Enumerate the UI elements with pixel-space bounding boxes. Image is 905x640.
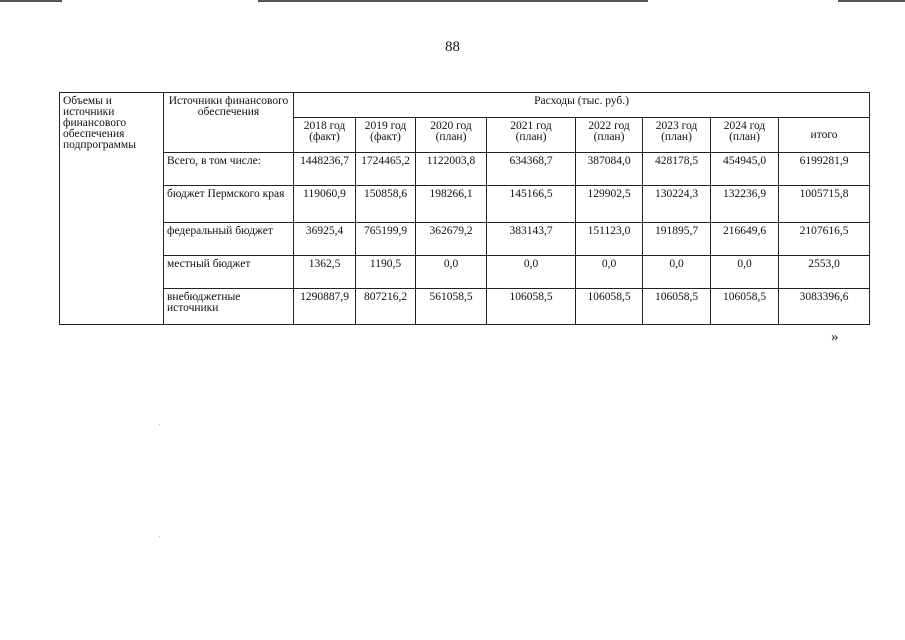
- value-cell: 765199,9: [356, 223, 416, 256]
- year-header: 2023 год (план): [643, 118, 711, 153]
- value-cell: 36925,4: [294, 223, 356, 256]
- total-cell: 2553,0: [779, 256, 870, 289]
- value-cell: 1290887,9: [294, 289, 356, 325]
- value-cell: 191895,7: [643, 223, 711, 256]
- closing-quote: »: [831, 329, 839, 345]
- value-cell: 1122003,8: [416, 153, 487, 186]
- value-cell: 0,0: [487, 256, 576, 289]
- total-cell: 1005715,8: [779, 186, 870, 223]
- scan-speck: [159, 424, 160, 425]
- value-cell: 151123,0: [576, 223, 643, 256]
- header-row-top: [60, 93, 870, 118]
- table-row: [60, 256, 870, 289]
- source-label: местный бюджет: [164, 256, 294, 289]
- source-label: внебюджетные источники: [164, 289, 294, 325]
- value-cell: 106058,5: [711, 289, 779, 325]
- value-cell: 1362,5: [294, 256, 356, 289]
- year-header: 2018 год (факт): [294, 118, 356, 153]
- value-cell: 198266,1: [416, 186, 487, 223]
- scan-speck: [159, 536, 160, 537]
- total-cell: 2107616,5: [779, 223, 870, 256]
- value-cell: 1448236,7: [294, 153, 356, 186]
- value-cell: 150858,6: [356, 186, 416, 223]
- source-label: федеральный бюджет: [164, 223, 294, 256]
- value-cell: 0,0: [416, 256, 487, 289]
- table-row: [60, 153, 870, 186]
- total-header: итого: [779, 118, 870, 153]
- financing-table: [59, 92, 870, 325]
- expenses-header: Расходы (тыс. руб.): [294, 93, 870, 118]
- value-cell: 1190,5: [356, 256, 416, 289]
- value-cell: 130224,3: [643, 186, 711, 223]
- value-cell: 362679,2: [416, 223, 487, 256]
- year-header: 2020 год (план): [416, 118, 487, 153]
- value-cell: 129902,5: [576, 186, 643, 223]
- value-cell: 106058,5: [487, 289, 576, 325]
- year-header: 2021 год (план): [487, 118, 576, 153]
- value-cell: 0,0: [711, 256, 779, 289]
- value-cell: 216649,6: [711, 223, 779, 256]
- sources-header: Источники финансового обеспечения: [164, 93, 294, 153]
- value-cell: 0,0: [643, 256, 711, 289]
- value-cell: 106058,5: [643, 289, 711, 325]
- value-cell: 383143,7: [487, 223, 576, 256]
- source-label: Всего, в том числе:: [164, 153, 294, 186]
- value-cell: 428178,5: [643, 153, 711, 186]
- scan-edge-line-left: [0, 0, 62, 2]
- table-row: [60, 289, 870, 325]
- value-cell: 561058,5: [416, 289, 487, 325]
- year-header: 2022 год (план): [576, 118, 643, 153]
- value-cell: 132236,9: [711, 186, 779, 223]
- value-cell: 1724465,2: [356, 153, 416, 186]
- table-row: [60, 223, 870, 256]
- value-cell: 106058,5: [576, 289, 643, 325]
- year-header: 2024 год (план): [711, 118, 779, 153]
- value-cell: 454945,0: [711, 153, 779, 186]
- total-cell: 6199281,9: [779, 153, 870, 186]
- value-cell: 387084,0: [576, 153, 643, 186]
- total-cell: 3083396,6: [779, 289, 870, 325]
- scan-edge-line-center: [258, 0, 648, 2]
- year-header: 2019 год (факт): [356, 118, 416, 153]
- page-number: 88: [445, 39, 460, 55]
- value-cell: 119060,9: [294, 186, 356, 223]
- first-column-header: Объемы и источники финансового обеспечения подпрограммы: [60, 93, 164, 325]
- value-cell: 807216,2: [356, 289, 416, 325]
- value-cell: 145166,5: [487, 186, 576, 223]
- table-row: [60, 186, 870, 223]
- scan-edge-line-right: [838, 0, 905, 2]
- value-cell: 634368,7: [487, 153, 576, 186]
- value-cell: 0,0: [576, 256, 643, 289]
- source-label: бюджет Пермского края: [164, 186, 294, 223]
